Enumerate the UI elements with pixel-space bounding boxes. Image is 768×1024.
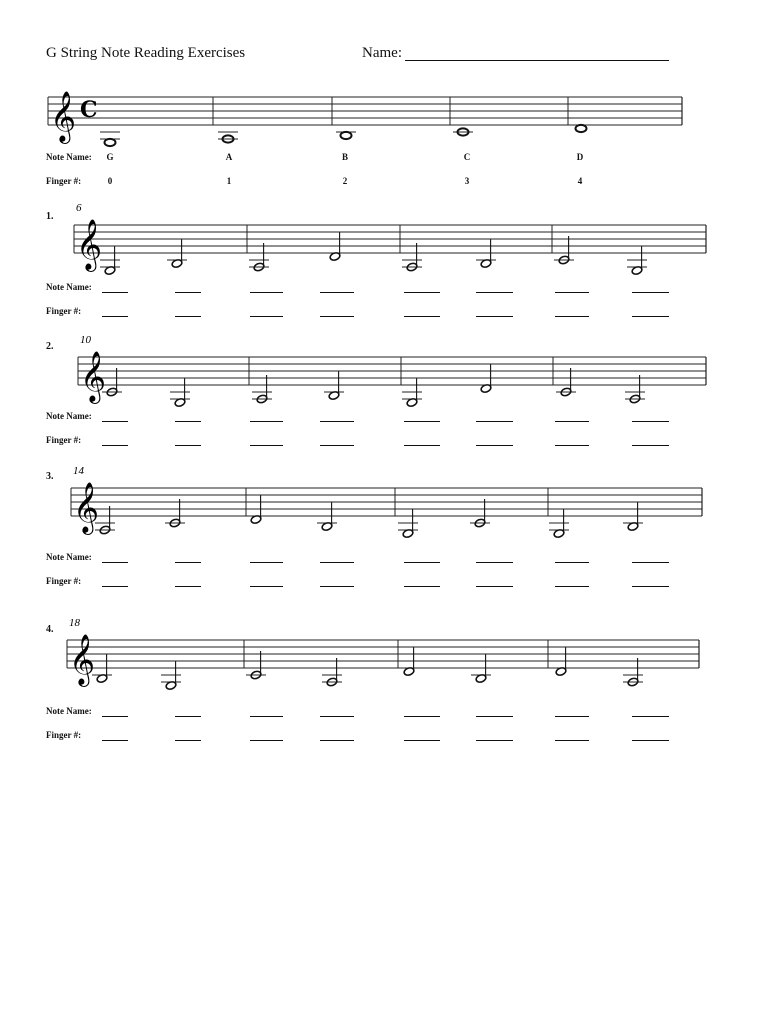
finger-blank[interactable]: [555, 586, 589, 587]
exercise-staff: [67, 618, 703, 688]
note-name-blank[interactable]: [632, 716, 669, 717]
note-name-blank[interactable]: [320, 562, 354, 563]
note-name-blank[interactable]: [320, 292, 354, 293]
time-signature: C: [80, 97, 98, 123]
note-name-label: Note Name:: [46, 706, 92, 716]
staff-group: [74, 202, 706, 275]
finger-blank[interactable]: [404, 316, 440, 317]
note-name-blank[interactable]: [476, 562, 513, 563]
finger-blank[interactable]: [555, 740, 589, 741]
note-name-blank[interactable]: [320, 716, 354, 717]
note-name-blank[interactable]: [476, 292, 513, 293]
reference-staff: [48, 85, 688, 145]
finger-blank[interactable]: [404, 586, 440, 587]
note-name-blank[interactable]: [632, 292, 669, 293]
reference-finger-number: 2: [342, 176, 348, 186]
note-name-blank[interactable]: [175, 292, 201, 293]
note-name-blank[interactable]: [404, 292, 440, 293]
exercise-number: 1.: [46, 211, 54, 222]
whole-note: [105, 139, 116, 146]
reference-note-name: B: [341, 152, 349, 162]
finger-blank[interactable]: [175, 586, 201, 587]
finger-blank[interactable]: [632, 740, 669, 741]
finger-blank[interactable]: [555, 316, 589, 317]
finger-blank[interactable]: [555, 445, 589, 446]
note-name-blank[interactable]: [555, 716, 589, 717]
finger-blank[interactable]: [404, 740, 440, 741]
finger-blank[interactable]: [476, 586, 513, 587]
finger-blank[interactable]: [632, 445, 669, 446]
treble-clef-icon: 𝄞: [76, 219, 103, 270]
note-name-blank[interactable]: [250, 716, 283, 717]
measure-number: 10: [80, 334, 91, 346]
treble-clef-icon: 𝄞: [69, 634, 96, 685]
finger-blank[interactable]: [476, 445, 513, 446]
reference-finger-number: 3: [464, 176, 470, 186]
worksheet-title: G String Note Reading Exercises: [46, 45, 246, 61]
measure-number: 14: [73, 465, 84, 477]
exercise-staff: [78, 335, 710, 405]
name-label: Name:: [362, 45, 402, 61]
note-name-blank[interactable]: [476, 421, 513, 422]
exercise-staff: [71, 466, 706, 536]
finger-blank[interactable]: [250, 445, 283, 446]
staff-group: [71, 465, 702, 538]
note-name-blank[interactable]: [320, 421, 354, 422]
note-name-label: Note Name:: [46, 411, 92, 421]
finger-blank[interactable]: [404, 445, 440, 446]
reference-finger-number: 4: [577, 176, 583, 186]
exercise-number: 4.: [46, 624, 54, 635]
reference-note-name: G: [106, 152, 114, 162]
finger-blank[interactable]: [320, 445, 354, 446]
finger-blank[interactable]: [632, 586, 669, 587]
note-name-label: Note Name:: [46, 552, 92, 562]
finger-blank[interactable]: [320, 586, 354, 587]
note-name-blank[interactable]: [476, 716, 513, 717]
note-name-blank[interactable]: [555, 421, 589, 422]
note-name-label: Note Name:: [46, 282, 92, 292]
finger-blank[interactable]: [175, 316, 201, 317]
note-name-blank[interactable]: [632, 562, 669, 563]
finger-label: Finger #:: [46, 306, 82, 316]
staff-group: [78, 334, 706, 407]
note-name-blank[interactable]: [250, 562, 283, 563]
treble-clef-icon: 𝄞: [73, 482, 100, 533]
finger-label: Finger #:: [46, 576, 82, 586]
finger-blank[interactable]: [476, 740, 513, 741]
name-blank[interactable]: [405, 60, 669, 61]
finger-blank[interactable]: [250, 740, 283, 741]
whole-note: [576, 125, 587, 132]
whole-note: [341, 132, 352, 139]
reference-finger-label: Finger #:: [46, 176, 82, 186]
note-name-blank[interactable]: [250, 292, 283, 293]
note-name-blank[interactable]: [175, 716, 201, 717]
reference-note-name: A: [225, 152, 233, 162]
note-name-blank[interactable]: [555, 562, 589, 563]
note-name-blank[interactable]: [102, 292, 128, 293]
finger-blank[interactable]: [175, 740, 201, 741]
note-name-blank[interactable]: [555, 292, 589, 293]
reference-note-name: D: [576, 152, 584, 162]
finger-blank[interactable]: [102, 445, 128, 446]
finger-blank[interactable]: [102, 586, 128, 587]
treble-clef-icon: 𝄞: [80, 351, 107, 402]
note-name-blank[interactable]: [250, 421, 283, 422]
finger-blank[interactable]: [175, 445, 201, 446]
measure-number: 6: [76, 202, 82, 214]
note-name-blank[interactable]: [404, 562, 440, 563]
reference-finger-number: 1: [226, 176, 232, 186]
reference-finger-number: 0: [107, 176, 113, 186]
exercise-number: 2.: [46, 341, 54, 352]
finger-blank[interactable]: [250, 316, 283, 317]
finger-blank[interactable]: [320, 316, 354, 317]
measure-number: 18: [69, 617, 80, 629]
note-name-blank[interactable]: [102, 562, 128, 563]
note-name-blank[interactable]: [175, 421, 201, 422]
exercise-number: 3.: [46, 471, 54, 482]
reference-note-name: C: [463, 152, 471, 162]
finger-blank[interactable]: [102, 316, 128, 317]
finger-label: Finger #:: [46, 730, 82, 740]
note-name-blank[interactable]: [632, 421, 669, 422]
note-name-blank[interactable]: [175, 562, 201, 563]
note-name-blank[interactable]: [404, 421, 440, 422]
staff-group: [67, 617, 699, 690]
note-name-blank[interactable]: [102, 716, 128, 717]
reference-note-name-label: Note Name:: [46, 152, 92, 162]
finger-blank[interactable]: [476, 316, 513, 317]
note-name-blank[interactable]: [102, 421, 128, 422]
finger-blank[interactable]: [250, 586, 283, 587]
note-name-blank[interactable]: [404, 716, 440, 717]
finger-blank[interactable]: [102, 740, 128, 741]
finger-blank[interactable]: [320, 740, 354, 741]
exercise-staff: [74, 203, 710, 273]
finger-label: Finger #:: [46, 435, 82, 445]
finger-blank[interactable]: [632, 316, 669, 317]
treble-clef-icon: 𝄞: [50, 91, 77, 142]
